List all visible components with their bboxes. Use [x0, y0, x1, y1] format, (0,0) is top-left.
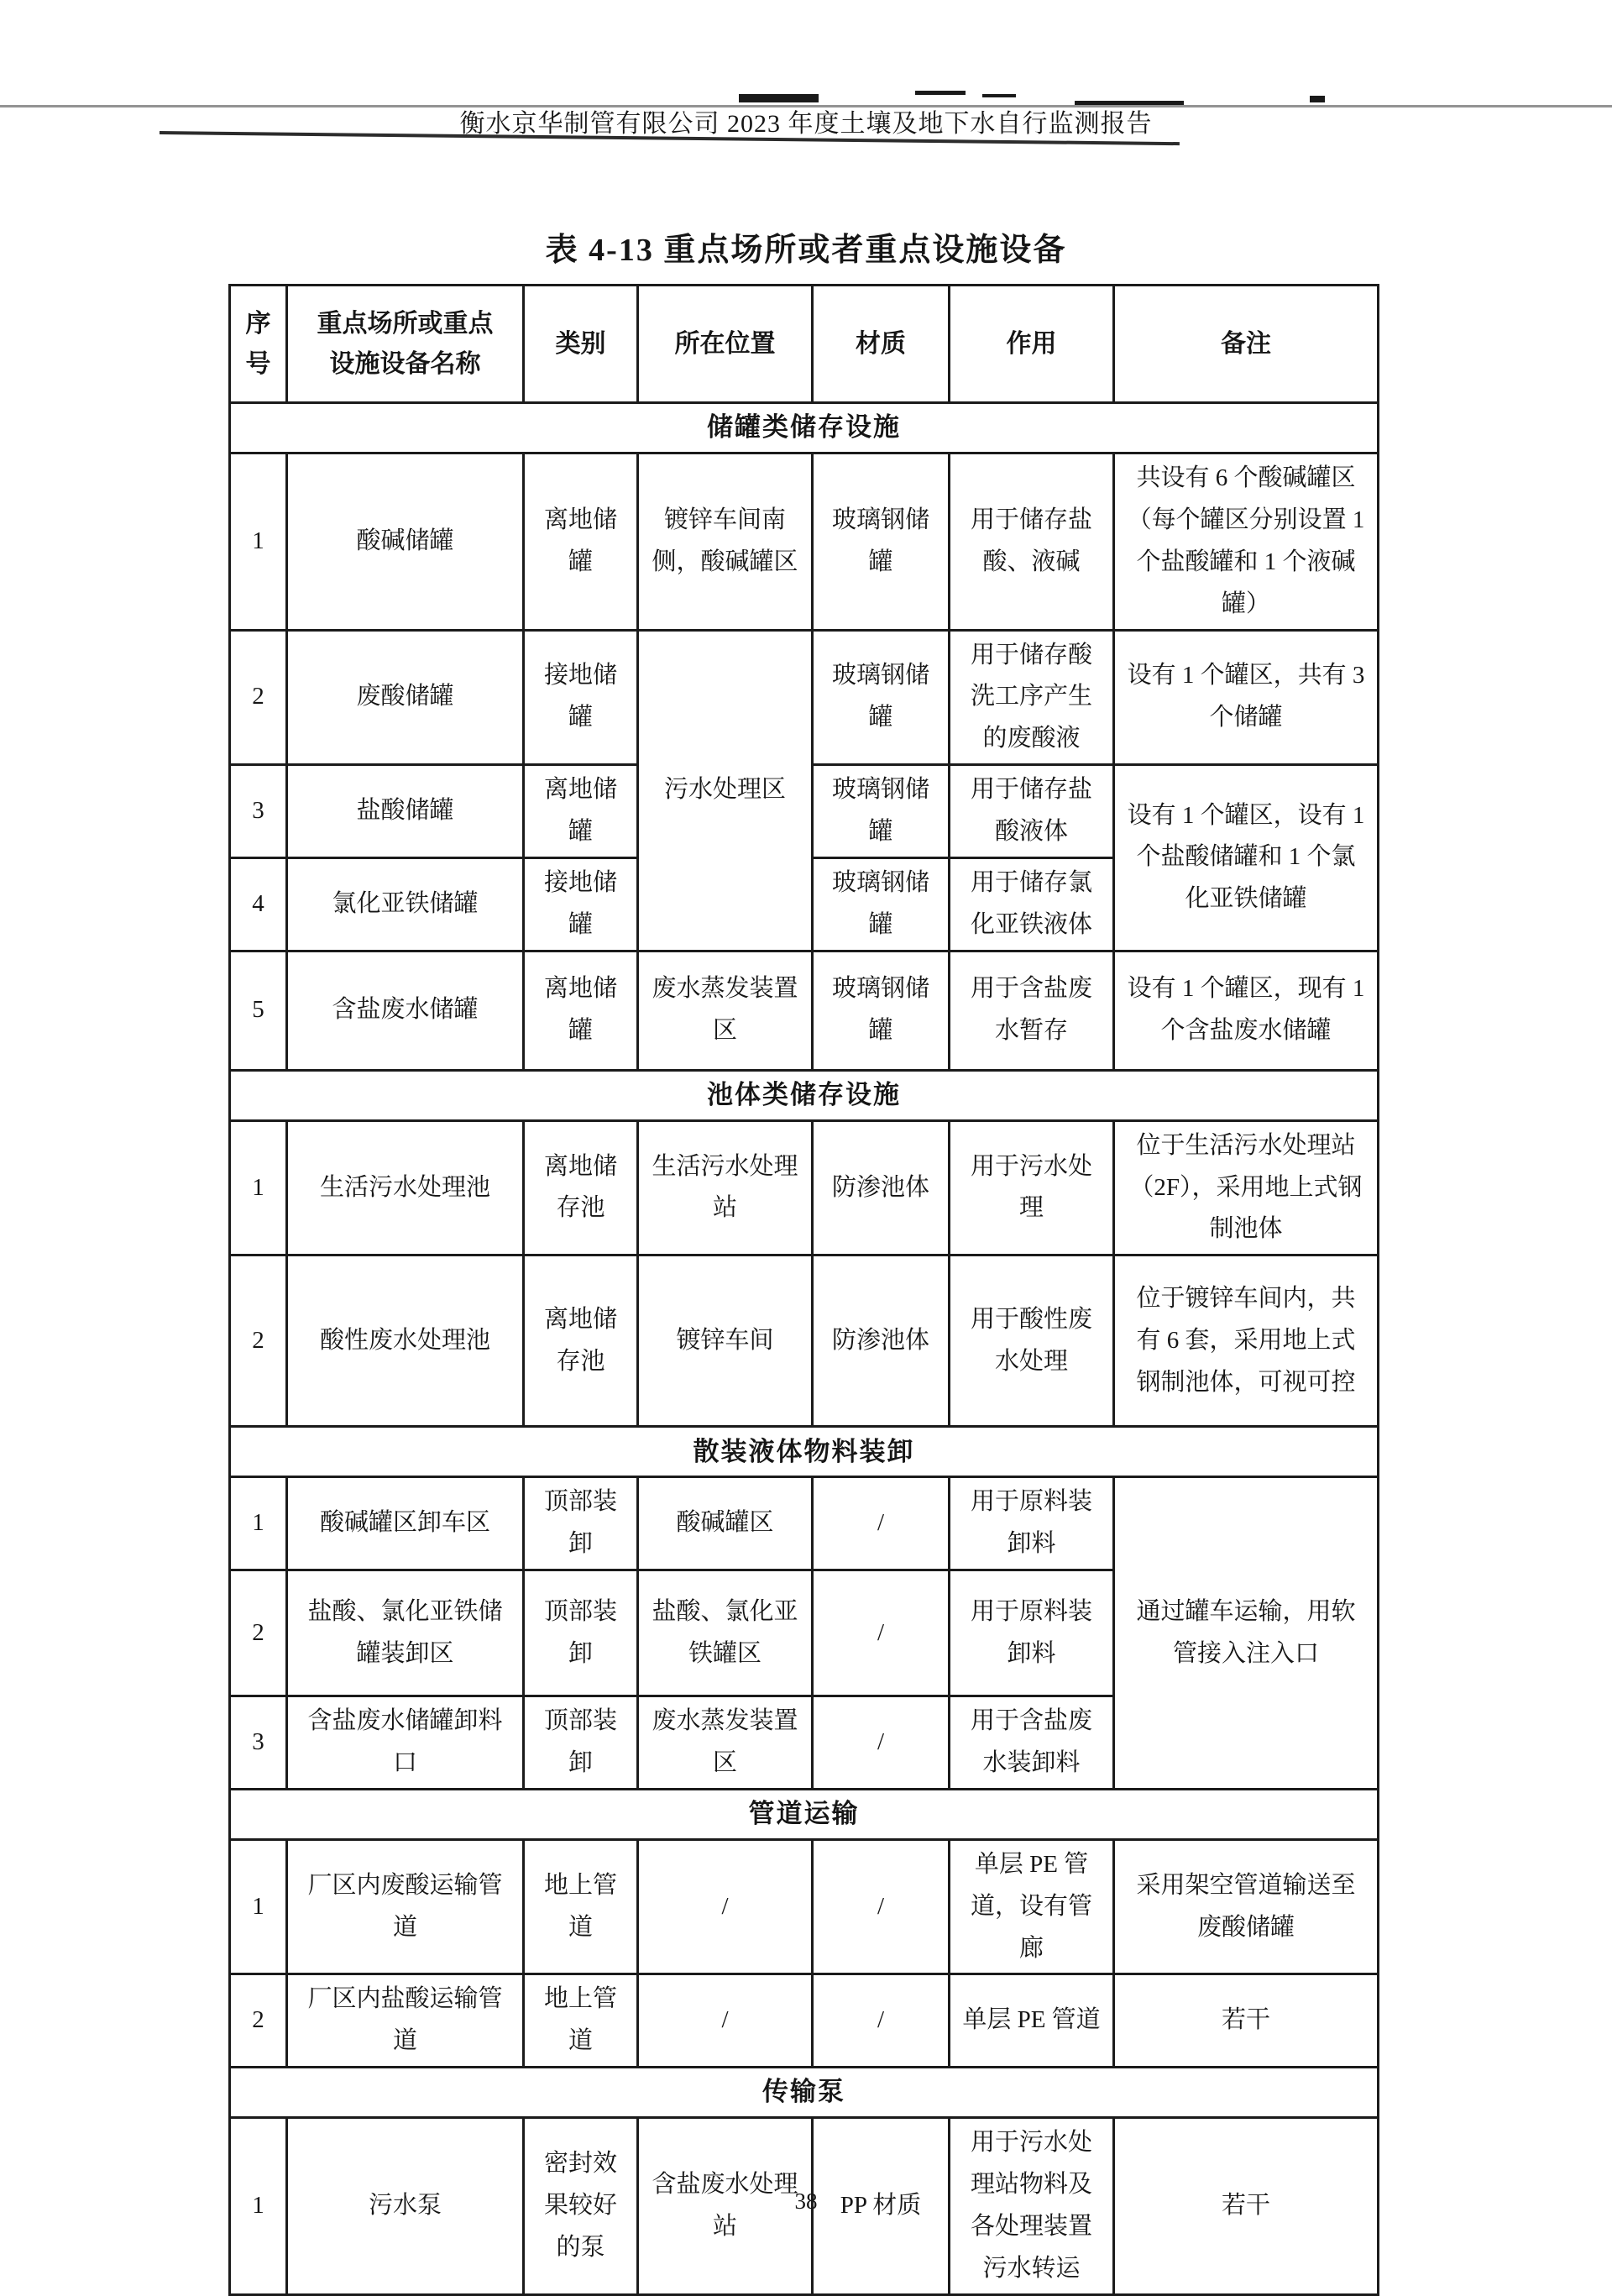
cell-function: 用于储存酸洗工序产生的废酸液 — [950, 630, 1114, 765]
cell-name: 厂区内盐酸运输管道 — [287, 1974, 524, 2068]
cell-no: 2 — [230, 1255, 287, 1427]
section-title: 散装液体物料装卸 — [230, 1427, 1379, 1477]
cell-category: 离地储罐 — [524, 453, 638, 631]
cell-material: PP 材质 — [813, 2118, 950, 2295]
cell-note: 位于生活污水处理站（2F），采用地上式钢制池体 — [1114, 1120, 1379, 1255]
cell-no: 2 — [230, 1974, 287, 2068]
cell-function: 用于含盐废水装卸料 — [950, 1696, 1114, 1790]
cell-no: 1 — [230, 1839, 287, 1974]
cell-name: 盐酸、氯化亚铁储罐装卸区 — [287, 1570, 524, 1696]
cell-no: 3 — [230, 1696, 287, 1790]
cell-category: 离地储存池 — [524, 1120, 638, 1255]
cell-function: 用于储存盐酸液体 — [950, 765, 1114, 858]
cell-note: 若干 — [1114, 1974, 1379, 2068]
table-row — [230, 951, 1379, 1070]
cell-note: 位于镀锌车间内，共有 6 套，采用地上式钢制池体，可视可控 — [1114, 1255, 1379, 1427]
section-row-pools — [230, 1070, 1379, 1120]
cell-material: 玻璃钢储罐 — [813, 951, 950, 1070]
cell-material: 玻璃钢储罐 — [813, 453, 950, 631]
page-header: 衡水京华制管有限公司 2023 年度土壤及地下水自行监测报告 — [459, 110, 1153, 138]
cell-location: 盐酸、氯化亚铁罐区 — [638, 1570, 813, 1696]
table-row — [230, 1255, 1379, 1427]
cell-note: 设有 1 个罐区，设有 1 个盐酸储罐和 1 个氯化亚铁储罐 — [1114, 765, 1379, 951]
cell-function: 用于原料装卸料 — [950, 1570, 1114, 1696]
cell-note: 若干 — [1114, 2118, 1379, 2295]
cell-note: 共设有 6 个酸碱罐区（每个罐区分别设置 1 个盐酸罐和 1 个液碱罐） — [1114, 453, 1379, 631]
section-row-pumps — [230, 2068, 1379, 2118]
column-header-no: 序号 — [230, 286, 287, 403]
cell-note: 设有 1 个罐区，共有 3 个储罐 — [1114, 630, 1379, 765]
cell-function: 用于储存盐酸、液碱 — [950, 453, 1114, 631]
cell-material: / — [813, 1974, 950, 2068]
cell-category: 离地储罐 — [524, 765, 638, 858]
table-row — [230, 1839, 1379, 1974]
cell-location: 镀锌车间 — [638, 1255, 813, 1427]
cell-no: 4 — [230, 857, 287, 951]
cell-name: 酸性废水处理池 — [287, 1255, 524, 1427]
cell-name: 酸碱储罐 — [287, 453, 524, 631]
cell-note: 通过罐车运输，用软管接入注入口 — [1114, 1477, 1379, 1790]
cell-location: 废水蒸发装置区 — [638, 1696, 813, 1790]
column-header-name: 重点场所或重点设施设备名称 — [287, 286, 524, 403]
cell-material: / — [813, 1839, 950, 1974]
cell-name: 废酸储罐 — [287, 630, 524, 765]
table-row — [230, 453, 1379, 631]
cell-no: 2 — [230, 630, 287, 765]
cell-function: 单层 PE 管道 — [950, 1974, 1114, 2068]
column-header-function: 作用 — [950, 286, 1114, 403]
cell-no: 2 — [230, 1570, 287, 1696]
cell-location: 生活污水处理站 — [638, 1120, 813, 1255]
cell-category: 离地储存池 — [524, 1255, 638, 1427]
cell-name: 盐酸储罐 — [287, 765, 524, 858]
table-row — [230, 1974, 1379, 2068]
cell-category: 离地储罐 — [524, 951, 638, 1070]
table-row — [230, 1477, 1379, 1570]
cell-material: 防渗池体 — [813, 1120, 950, 1255]
cell-category: 顶部装卸 — [524, 1696, 638, 1790]
cell-function: 单层 PE 管道，设有管廊 — [950, 1839, 1114, 1974]
cell-function: 用于污水处理站物料及各处理装置污水转运 — [950, 2118, 1114, 2295]
cell-no: 3 — [230, 765, 287, 858]
cell-function: 用于原料装卸料 — [950, 1477, 1114, 1570]
cell-category: 顶部装卸 — [524, 1570, 638, 1696]
cell-location: / — [638, 1839, 813, 1974]
column-header-category: 类别 — [524, 286, 638, 403]
scan-artifact — [915, 91, 966, 95]
cell-function: 用于污水处理 — [950, 1120, 1114, 1255]
table-row — [230, 1120, 1379, 1255]
cell-no: 5 — [230, 951, 287, 1070]
column-header-material: 材质 — [813, 286, 950, 403]
cell-no: 1 — [230, 2118, 287, 2295]
cell-material: / — [813, 1696, 950, 1790]
section-row-pipelines — [230, 1789, 1379, 1839]
cell-category: 接地储罐 — [524, 630, 638, 765]
cell-material: / — [813, 1477, 950, 1570]
column-header-location: 所在位置 — [638, 286, 813, 403]
cell-location: / — [638, 1974, 813, 2068]
cell-location: 含盐废水处理站 — [638, 2118, 813, 2295]
section-title: 池体类储存设施 — [230, 1070, 1379, 1120]
cell-note: 设有 1 个罐区，现有 1 个含盐废水储罐 — [1114, 951, 1379, 1070]
cell-name: 污水泵 — [287, 2118, 524, 2295]
cell-no: 1 — [230, 1120, 287, 1255]
cell-no: 1 — [230, 1477, 287, 1570]
cell-material: 玻璃钢储罐 — [813, 857, 950, 951]
cell-category: 地上管道 — [524, 1974, 638, 2068]
cell-function: 用于含盐废水暂存 — [950, 951, 1114, 1070]
cell-name: 含盐废水储罐 — [287, 951, 524, 1070]
cell-location: 废水蒸发装置区 — [638, 951, 813, 1070]
cell-name: 酸碱罐区卸车区 — [287, 1477, 524, 1570]
equipment-table — [228, 284, 1379, 2296]
cell-category: 接地储罐 — [524, 857, 638, 951]
scan-artifact — [739, 94, 819, 102]
cell-note: 采用架空管道输送至废酸储罐 — [1114, 1839, 1379, 1974]
cell-function: 用于储存氯化亚铁液体 — [950, 857, 1114, 951]
cell-location: 镀锌车间南侧，酸碱罐区 — [638, 453, 813, 631]
cell-location: 酸碱罐区 — [638, 1477, 813, 1570]
table-title: 表 4-13 重点场所或者重点设施设备 — [545, 233, 1067, 268]
cell-category: 密封效果较好的泵 — [524, 2118, 638, 2295]
cell-category: 地上管道 — [524, 1839, 638, 1974]
cell-material: 防渗池体 — [813, 1255, 950, 1427]
table-row — [230, 630, 1379, 765]
section-title: 储罐类储存设施 — [230, 403, 1379, 453]
cell-function: 用于酸性废水处理 — [950, 1255, 1114, 1427]
cell-no: 1 — [230, 453, 287, 631]
section-title: 管道运输 — [230, 1789, 1379, 1839]
cell-name: 含盐废水储罐卸料口 — [287, 1696, 524, 1790]
table-header-row — [230, 286, 1379, 403]
cell-name: 生活污水处理池 — [287, 1120, 524, 1255]
cell-material: / — [813, 1570, 950, 1696]
cell-material: 玻璃钢储罐 — [813, 765, 950, 858]
cell-location: 污水处理区 — [638, 630, 813, 951]
section-row-tanks — [230, 403, 1379, 453]
scan-artifact — [982, 94, 1016, 97]
cell-material: 玻璃钢储罐 — [813, 630, 950, 765]
section-title: 传输泵 — [230, 2068, 1379, 2118]
page-number: 38 — [794, 2189, 818, 2214]
cell-category: 顶部装卸 — [524, 1477, 638, 1570]
cell-name: 氯化亚铁储罐 — [287, 857, 524, 951]
scan-artifact — [1310, 96, 1325, 102]
section-row-loading — [230, 1427, 1379, 1477]
column-header-note: 备注 — [1114, 286, 1379, 403]
cell-name: 厂区内废酸运输管道 — [287, 1839, 524, 1974]
